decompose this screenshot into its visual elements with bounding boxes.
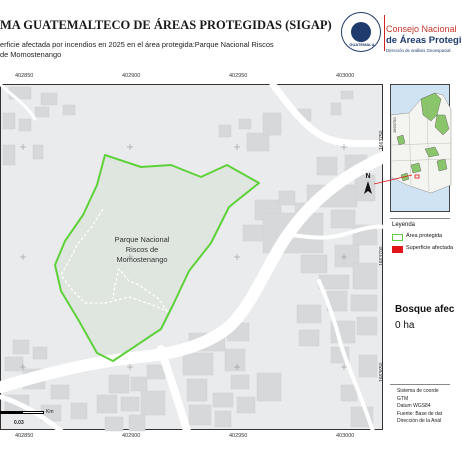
inset-pointer-line — [374, 84, 440, 214]
note-line: GTM — [397, 395, 409, 402]
top-x-ticks — [0, 70, 383, 84]
north-label: N — [365, 173, 371, 180]
legend-label: Superficie afectada — [406, 245, 454, 251]
y-tick-label: 1663750 — [379, 130, 385, 150]
legend-swatch-outline — [392, 234, 403, 241]
logo-line-1: Consejo Nacional — [386, 24, 457, 34]
park-label: Parque Nacional Riscos de Momostenango — [114, 235, 170, 264]
x-tick-label: 402950 — [229, 73, 248, 79]
x-tick-label: 403000 — [336, 433, 355, 439]
header — [0, 0, 462, 68]
scale-bar — [0, 410, 60, 430]
x-tick-label: 402950 — [229, 433, 248, 439]
note-line: Fuente: Base de dat — [397, 410, 443, 417]
affected-title: Bosque afec — [395, 304, 455, 315]
x-tick-label: 402850 — [15, 433, 34, 439]
north-arrow — [361, 173, 375, 195]
x-tick-label: 402900 — [122, 433, 141, 439]
legend-item — [392, 233, 450, 243]
x-tick-label: 402900 — [122, 73, 141, 79]
x-tick-label: 402850 — [15, 73, 34, 79]
scale-unit: Km — [46, 409, 54, 415]
map-notes — [390, 384, 450, 426]
affected-value: 0 ha — [395, 320, 415, 331]
legend-label: Área protegida — [406, 233, 443, 239]
x-tick-label: 403000 — [336, 73, 355, 79]
inset-y-label: 1663750 — [392, 117, 397, 133]
map-title: MA GUATEMALTECO DE ÁREAS PROTEGIDAS (SIGAP) — [0, 18, 332, 32]
y-tick-label: 1663650 — [379, 362, 385, 382]
legend-title: Leyenda — [392, 222, 416, 228]
note-line: Datum WGS84 — [397, 403, 431, 410]
logo-line-3: Dirección de análisis Geoespacial — [386, 48, 451, 53]
logo-line-2: de Áreas Protegi — [386, 35, 462, 46]
map-subtitle: erficie afectada por incendios en 2025 en el área protegida:Parque Nacional Riscos de Momostenango — [0, 40, 274, 59]
emblem-text: GUATEMALA — [349, 42, 375, 47]
bottom-x-ticks — [0, 432, 383, 446]
scale-value: 0.03 — [14, 420, 24, 426]
guatemala-emblem-icon — [341, 12, 381, 52]
note-line: Dirección de la Anál — [397, 418, 442, 425]
side-panel — [384, 84, 455, 450]
legend-swatch-fill — [392, 246, 403, 253]
legend — [390, 218, 454, 267]
y-tick-label: 1663700 — [379, 246, 385, 266]
main-map[interactable] — [0, 84, 383, 430]
map-canvas — [1, 85, 384, 431]
conap-logo — [339, 10, 462, 58]
note-line: Sistema de coorde — [397, 388, 439, 394]
legend-item — [392, 245, 454, 255]
north-arrow-icon — [361, 181, 375, 195]
